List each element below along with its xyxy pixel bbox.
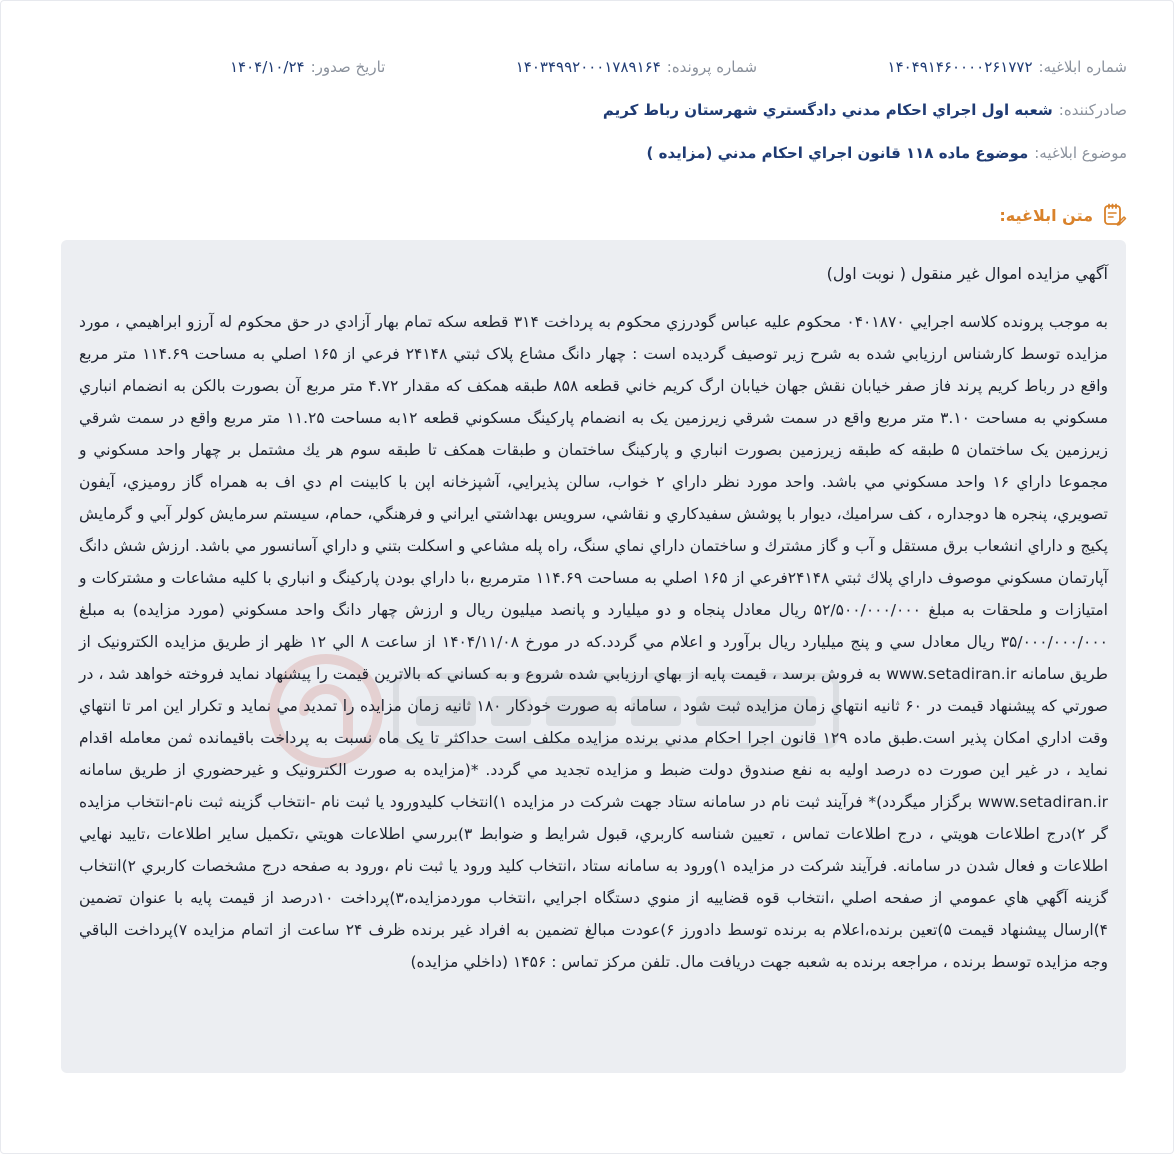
subject-field bbox=[647, 144, 1127, 162]
issue-date-value: ۱۴۰۴/۱۰/۲۴ bbox=[230, 58, 305, 76]
document-edit-icon bbox=[1101, 202, 1127, 228]
case-number-label: شماره پرونده: bbox=[666, 58, 758, 76]
issue-date-label: تاريخ صدور: bbox=[310, 58, 386, 76]
notice-number-field bbox=[888, 58, 1127, 76]
notice-text-box bbox=[61, 240, 1126, 1073]
notice-text-heading-label: متن ابلاغيه: bbox=[999, 205, 1093, 225]
subject-value: موضوع ماده ۱۱۸ قانون اجراي احكام مدني (مزايده ) bbox=[646, 144, 1029, 162]
issuer-value: شعبه اول اجراي احكام مدني دادگستري شهرستان رباط كريم bbox=[602, 101, 1053, 119]
subject-label: موضوع ابلاغيه: bbox=[1034, 144, 1127, 162]
notice-number-value: ۱۴۰۴۹۱۴۶۰۰۰۰۲۶۱۷۷۲ bbox=[887, 58, 1033, 76]
notice-number-label: شماره ابلاغيه: bbox=[1038, 58, 1127, 76]
case-number-value: ۱۴۰۳۴۹۹۲۰۰۰۱۷۸۹۱۶۴ bbox=[515, 58, 661, 76]
notice-title: آگهي مزايده اموال غير منقول ( نوبت اول) bbox=[826, 264, 1108, 283]
issue-date-field bbox=[230, 58, 385, 76]
notice-meta-row bbox=[230, 58, 1127, 76]
case-number-field bbox=[516, 58, 757, 76]
issuer-field bbox=[603, 101, 1127, 119]
issuer-label: صادرکننده: bbox=[1058, 101, 1127, 119]
notice-content bbox=[79, 258, 1108, 978]
notice-text-heading bbox=[999, 202, 1127, 228]
notice-body: به موجب پرونده کلاسه اجرايي ۰۴۰۱۸۷۰ محکوم عليه عباس گودرزي محکوم به پرداخت ۳۱۴ قطعه سکه تمام بهار آزادي در حق محکوم له آرزو ابراهيمي ، مورد مزايده توسط کارشناس ارزيابي شده به شرح زير توصيف گرديده است : چهار دانگ مشاع پلاک ثبتي ۲۴۱۴۸ فرعي از ۱۶۵ اصلي به مساحت ۱۱۴.۶۹ متر مربع واقع در رباط کريم پرند فاز صفر خيابان نقش جهان خيابان ارگ کريم خاني قطعه ۸۵۸ طبقه همکف که مقدار ۴.۷۲ متر مربع آن بصورت بالکن به انضمام انباري مسکوني به مساحت ۳.۱۰ متر مربع واقع در سمت شرقي زيرزمين يک به انضمام پارکينگ مسکوني قطعه ۱۲به مساحت ۱۱.۲۵ متر مربع واقع در سمت شرقي زيرزمين يک ساختمان ۵ طبقه که طبقه زيرزمين بصورت انباري و پارکينگ ساختمان و طبقات همکف تا طبقه سوم هر يك مشتمل بر چهار واحد مسکوني و مجموعا داراي ۱۶ واحد مسکوني مي باشد. واحد مورد نظر داراي ۲ خواب، سالن پذيرايي، آشپزخانه اپن با کابينت ام دي اف به همراه گاز روميزي، آيفون تصويري، پنجره ها دوجداره ، کف سراميك، ديوار با پوشش سفيدکاري و نقاشي، سرويس بهداشتي ايراني و فرهنگي، حمام، سيستم سرمايش کولر آبي و گرمايش پکيج و داراي انشعاب برق مستقل و آب و گاز مشترك و ساختمان داراي نماي سنگ، راه پله مشاعي و اسکلت بتني و داراي آسانسور مي باشد. ارزش شش دانگ آپارتمان مسکوني موصوف داراي پلاك ثبتي ۲۴۱۴۸فرعي از ۱۶۵ اصلي به مساحت ۱۱۴.۶۹ مترمربع ،با داراي بودن پارکينگ و انباري با کليه مشاعات و مشترکات و امتيازات و ملحقات به مبلغ ۵۲/۵۰۰/۰۰۰/۰۰۰ ريال معادل پنجاه و دو ميليارد و پانصد ميليون ريال و ارزش چهار دانگ واحد مسکوني (مورد مزايده) به مبلغ ۳۵/۰۰۰/۰۰۰/۰۰۰ ريال معادل سي و پنج ميليارد ريال برآورد و اعلام مي گردد.که در مورخ ۱۴۰۴/۱۱/۰۸ از ساعت ۸ الي ۱۲ ظهر از طريق مزايده الکترونيک از طريق سامانه www.setadiran.ir به فروش برسد ، قيمت پايه از بهاي ارزيابي شده شروع و به کساني که بالاترين قيمت را پيشنهاد نمايد فروخته خواهد شد ، در صورتي که پيشنهاد قيمت در ۶۰ ثانيه انتهاي زمان مزايده ثبت شود ، سامانه به صورت خودکار ۱۸۰ ثانيه زمان مزايده را تمديد مي نمايد و تکرار اين امر تا انتهاي وقت اداري امكان پذير است.طبق ماده ۱۲۹ قانون اجرا احکام مدني برنده مزايده مکلف است حداکثر تا يک ماه نسبت به پرداخت باقيمانده ثمن معامله اقدام نمايد ، در غير اين صورت ده درصد اوليه به نفع صندوق دولت ضبط و مزايده تجديد مي گردد. *(مزايده به صورت الکترونيک و غيرحضوري از طريق سامانه www.setadiran.ir برگزار ميگردد)* فرآيند ثبت نام در سامانه ستاد جهت شرکت در مزايده ۱)انتخاب کليدورود يا ثبت نام -انتخاب گزينه ثبت نام-انتخاب مزايده گر ۲)درج اطلاعات هويتي ، درج اطلاعات تماس ، تعيين شناسه کاربري، قبول شرايط و ضوابط ۳)بررسي اطلاعات هويتي ،تکميل ساير اطلاعات ،تاييد نهايي اطلاعات و فعال شدن در سامانه. فرآيند شرکت در مزايده ۱)ورود به سامانه ستاد ،انتخاب کليد ورود يا ثبت نام ،ورود به صفحه درج مشخصات کاربري ۲)انتخاب گزينه آگهي هاي عمومي از صفحه اصلي ،انتخاب قوه قضاييه از منوي دستگاه اجرايي ،انتخاب موردمزايده،۳)پرداخت ۱۰درصد از قيمت پايه با عنوان تضمين ۴)ارسال پيشنهاد قيمت ۵)تعين برنده،اعلام به برنده توسط دادورز ۶)عودت مبالغ تضمين به افراد غير برنده ظرف ۲۴ ساعت از اتمام مزايده ۷)پرداخت الباقي وجه مزايده توسط برنده ، مراجعه برنده به شعبه جهت دريافت مال. تلفن مرکز تماس : ۱۴۵۶ (داخلي مزايده) bbox=[79, 313, 1109, 971]
